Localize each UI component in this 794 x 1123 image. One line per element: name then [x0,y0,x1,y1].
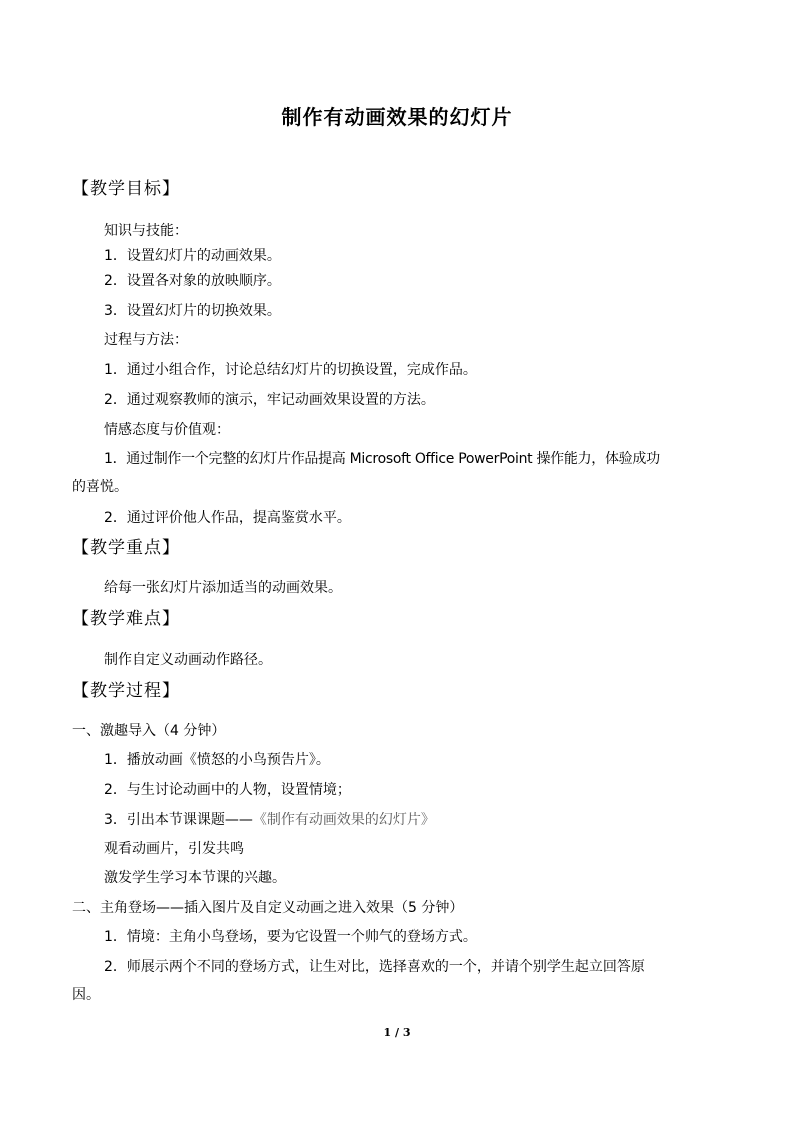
item-prefix: 3．引出本节课课题—— [104,812,253,828]
section-heading-process: 【教学过程】 [72,681,180,701]
process-part-title: 一、激趣导入（4 分钟） [72,723,226,739]
difficulty-text: 制作自定义动画动作路径。 [104,652,272,668]
process-part-item: 2．师展示两个不同的登场方式，让生对比，选择喜欢的一个，并请个别学生起立回答原 [104,959,645,975]
process-part-item: 1．情境：主角小鸟登场，要为它设置一个帅气的登场方式。 [104,929,477,945]
process-note: 激发学生学习本节课的兴趣。 [104,870,286,886]
emotion-item: 2．通过评价他人作品，提高鉴赏水平。 [104,510,351,526]
process-note: 观看动画片，引发共鸣 [104,841,244,857]
process-item: 2．通过观察教师的演示，牢记动画效果设置的方法。 [104,392,435,408]
process-part-title: 二、主角登场——插入图片及自定义动画之进入效果（5 分钟） [72,900,464,916]
lesson-topic: 《制作有动画效果的幻灯片》 [252,812,435,828]
section-heading-key-point: 【教学重点】 [72,538,180,558]
process-item: 1．通过小组合作，讨论总结幻灯片的切换设置，完成作品。 [104,362,477,378]
process-label: 过程与方法： [104,332,188,348]
page-number: 1 / 3 [383,1026,411,1039]
process-part-item: 因。 [72,987,100,1003]
knowledge-item: 2．设置各对象的放映顺序。 [104,273,281,289]
emotion-item-line: 的喜悦。 [72,479,128,495]
process-part-item [104,810,435,830]
process-part-item: 1．播放动画《愤怒的小鸟预告片》。 [104,752,330,768]
process-part-item: 2．与生讨论动画中的人物，设置情境； [104,782,351,798]
emotion-item-line: 1．通过制作一个完整的幻灯片作品提高 Microsoft Office PowerPoint 操作能力，体验成功 [104,451,660,467]
section-heading-goals: 【教学目标】 [72,179,180,199]
section-heading-difficulty: 【教学难点】 [72,609,180,629]
key-point-text: 给每一张幻灯片添加适当的动画效果。 [104,580,342,596]
knowledge-item: 1．设置幻灯片的动画效果。 [104,248,281,264]
emotion-label: 情感态度与价值观： [104,422,230,438]
knowledge-item: 3．设置幻灯片的切换效果。 [104,303,281,319]
knowledge-label: 知识与技能： [104,223,188,239]
page-title: 制作有动画效果的幻灯片 [281,105,513,129]
